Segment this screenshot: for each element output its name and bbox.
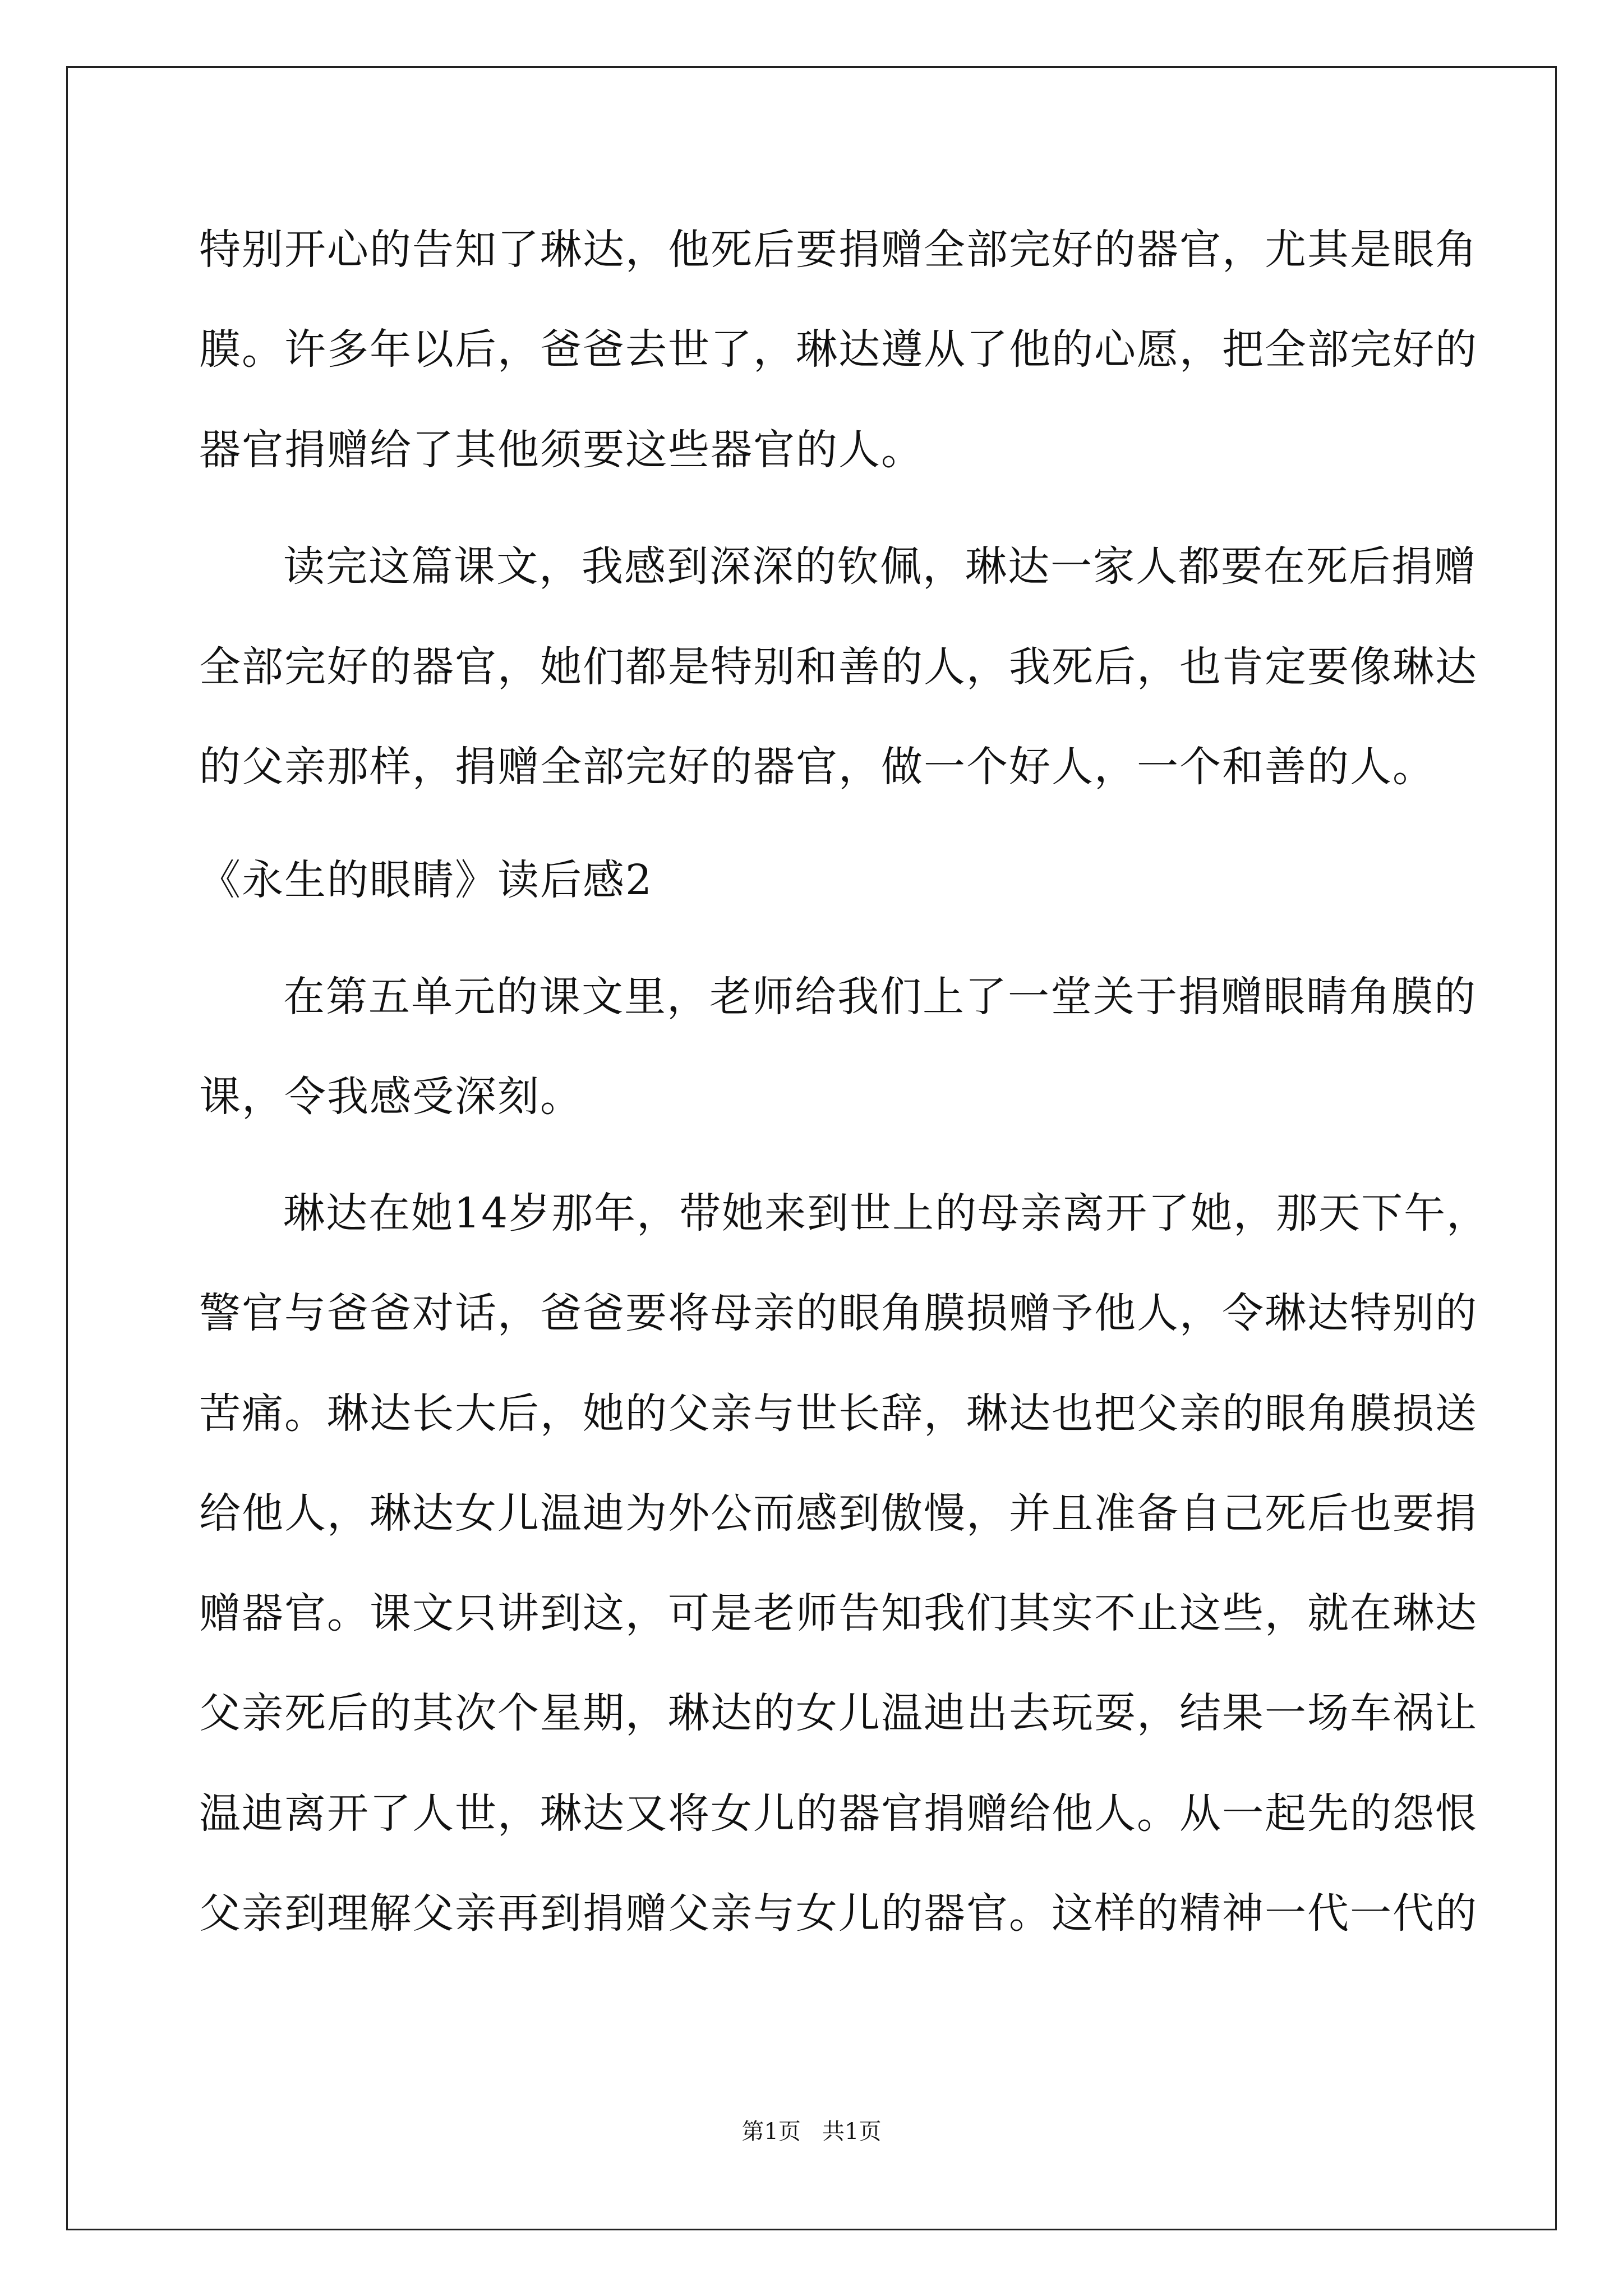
- paragraph-start-line: 在第五单元的课文里，老师给我们上了一堂关于捐赠眼睛角膜的: [283, 973, 1477, 1021]
- text-line: 膜。许多年以后，爸爸去世了，琳达遵从了他的心愿，把全部完好的: [199, 325, 1478, 374]
- text-line: 特别开心的告知了琳达，他死后要捐赠全部完好的器官，尤其是眼角: [199, 226, 1478, 274]
- text-line: 父亲死后的其次个星期，琳达的女儿温迪出去玩耍，结果一场车祸让: [199, 1689, 1478, 1737]
- text-line: 给他人，琳达女儿温迪为外公而感到傲慢，并且准备自己死后也要捐: [199, 1489, 1478, 1538]
- text-line: 课，令我感受深刻。: [199, 1073, 583, 1121]
- text-line: 赠器官。课文只讲到这，可是老师告知我们其实不止这些，就在琳达: [199, 1589, 1478, 1637]
- text-line: 器官捐赠给了其他须要这些器官的人。: [199, 426, 924, 474]
- paragraph-start-line: 读完这篇课文，我感到深深的钦佩，琳达一家人都要在死后捐赠: [283, 542, 1477, 591]
- section-heading: 《永生的眼睛》读后感2: [199, 856, 653, 904]
- text-line: 苦痛。琳达长大后，她的父亲与世长辞，琳达也把父亲的眼角膜损送: [199, 1389, 1478, 1438]
- text-line: 温迪离开了人世，琳达又将女儿的器官捐赠给他人。从一起先的怨恨: [199, 1789, 1478, 1838]
- text-line: 父亲到理解父亲再到捐赠父亲与女儿的器官。这样的精神一代一代的: [199, 1889, 1478, 1938]
- page-footer: 第1页 共1页: [741, 2119, 882, 2145]
- text-line: 全部完好的器官，她们都是特别和善的人，我死后，也肯定要像琳达: [199, 643, 1478, 691]
- text-line: 的父亲那样，捐赠全部完好的器官，做一个好人，一个和善的人。: [199, 743, 1435, 791]
- text-line: 警官与爸爸对话，爸爸要将母亲的眼角膜损赠予他人，令琳达特别的: [199, 1289, 1478, 1337]
- paragraph-start-line: 琳达在她14岁那年，带她来到世上的母亲离开了她，那天下午，: [283, 1189, 1490, 1237]
